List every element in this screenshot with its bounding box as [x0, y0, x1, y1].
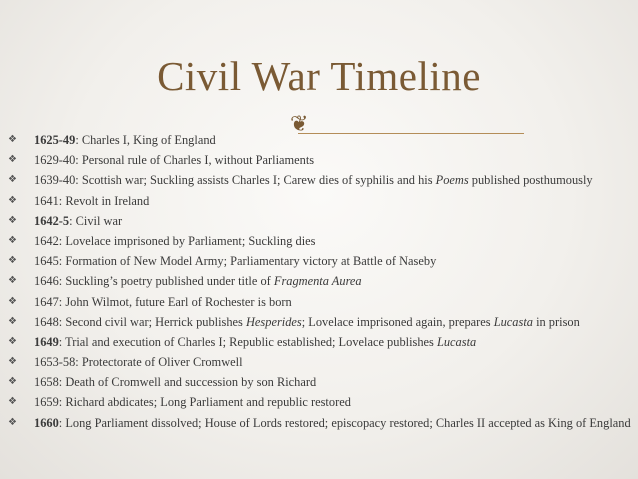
timeline-item-text: 1659: Richard abdicates; Long Parliament and republic restored [34, 395, 351, 410]
quad-flourish-icon: ❖ [8, 416, 17, 428]
timeline-item [8, 172, 634, 188]
quad-flourish-icon: ❖ [8, 234, 17, 246]
quad-flourish-icon: ❖ [8, 315, 17, 327]
timeline-item-text: 1646: Suckling’s poetry published under title of Fragmenta Aurea [34, 274, 362, 289]
scroll-flourish-icon: ❦ [290, 112, 309, 137]
timeline-item [8, 294, 634, 310]
timeline-item-text: 1647: John Wilmot, future Earl of Rochester is born [34, 294, 292, 309]
timeline-item [8, 374, 634, 390]
timeline-item-text: 1645: Formation of New Model Army; Parliamentary victory at Battle of Naseby [34, 254, 437, 269]
quad-flourish-icon: ❖ [8, 194, 17, 206]
timeline-item [8, 253, 634, 269]
timeline-item-text: 1649: Trial and execution of Charles I; Republic established; Lovelace publishes Lucasta [34, 334, 477, 349]
timeline-item-text: 1642-5: Civil war [34, 213, 123, 228]
timeline-item-text: 1639-40: Scottish war; Suckling assists Charles I; Carew dies of syphilis and his Poems published posthumously [34, 173, 593, 188]
timeline-item [8, 273, 634, 289]
quad-flourish-icon: ❖ [8, 275, 17, 287]
quad-flourish-icon: ❖ [8, 356, 17, 368]
timeline-item [8, 152, 634, 168]
quad-flourish-icon: ❖ [8, 376, 17, 388]
quad-flourish-icon: ❖ [8, 295, 17, 307]
timeline-item-text: 1658: Death of Cromwell and succession by son Richard [34, 375, 317, 390]
timeline-item-text: 1642: Lovelace imprisoned by Parliament; Suckling dies [34, 233, 316, 248]
timeline-item-text: 1629-40: Personal rule of Charles I, without Parliaments [34, 153, 315, 168]
timeline-item-text: 1648: Second civil war; Herrick publishes Hesperides; Lovelace imprisoned again, prepares Lucasta in prison [34, 314, 580, 329]
quad-flourish-icon: ❖ [8, 335, 17, 347]
timeline-item [8, 233, 634, 249]
timeline-item-text: 1653-58: Protectorate of Oliver Cromwell [34, 355, 243, 370]
timeline-item [8, 314, 634, 330]
quad-flourish-icon: ❖ [8, 154, 17, 166]
timeline-item [8, 334, 634, 350]
quad-flourish-icon: ❖ [8, 214, 17, 226]
quad-flourish-icon: ❖ [8, 255, 17, 267]
timeline-item [8, 193, 634, 209]
timeline-list [8, 132, 634, 435]
timeline-item-text: 1660: Long Parliament dissolved; House of Lords restored; episcopacy restored; Charles II accepted as King of England [34, 415, 631, 430]
quad-flourish-icon: ❖ [8, 134, 17, 145]
timeline-item-text: 1625-49: Charles I, King of England [34, 133, 216, 147]
slide-title: Civil War Timeline [157, 53, 481, 99]
timeline-item [8, 394, 634, 410]
timeline-item [8, 415, 634, 431]
timeline-item [8, 213, 634, 229]
quad-flourish-icon: ❖ [8, 396, 17, 408]
timeline-item [8, 354, 634, 370]
timeline-item-text: 1641: Revolt in Ireland [34, 193, 150, 208]
quad-flourish-icon: ❖ [8, 174, 17, 186]
timeline-item [8, 132, 634, 148]
